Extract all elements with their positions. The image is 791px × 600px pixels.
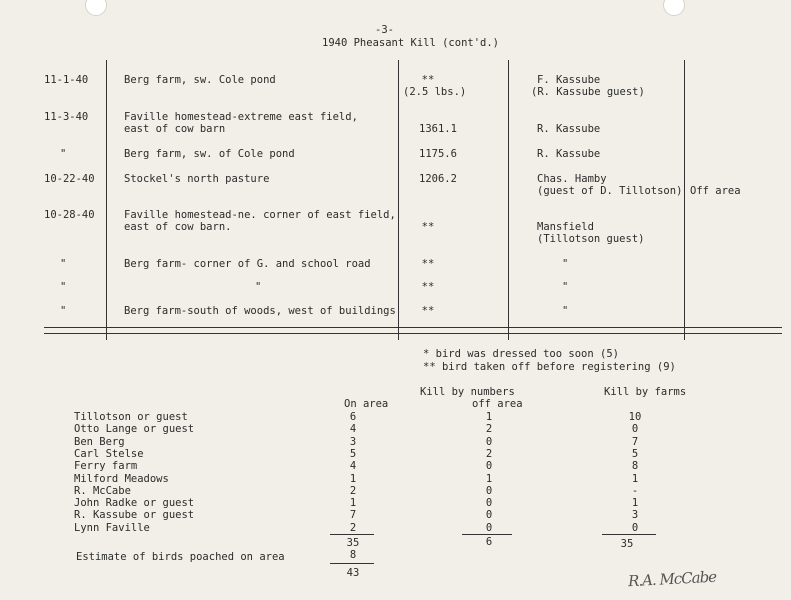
log-weight: 1361.1 <box>419 123 457 135</box>
signature: R.A. McCabe <box>627 567 717 591</box>
log-location: " <box>255 281 262 293</box>
summary-row-by-farms: 1 <box>631 497 639 509</box>
log-weight: ** <box>421 305 435 317</box>
summary-row-name: Milford Meadows <box>74 473 169 485</box>
table-col-divider <box>684 60 685 340</box>
summary-row-name: Lynn Faville <box>74 522 150 534</box>
log-date: 10-22-40 <box>44 173 95 185</box>
log-location: Berg farm, sw. Cole pond <box>124 74 276 86</box>
summary-row-by-farms: - <box>631 485 639 497</box>
summary-row-name: R. McCabe <box>74 485 131 497</box>
summary-row-on-area: 1 <box>349 497 357 509</box>
log-location: Faville homestead-ne. corner of east field, <box>124 209 396 221</box>
summary-row-on-area: 4 <box>349 460 357 472</box>
summary-row-off-area: 1 <box>485 411 493 423</box>
grand-total: 43 <box>346 567 360 579</box>
punch-hole-right <box>663 0 685 16</box>
log-note: Off area <box>690 185 741 197</box>
summary-header-kill-by-farms: Kill by farms <box>604 386 687 398</box>
summary-row-off-area: 2 <box>485 448 493 460</box>
log-hunter: Mansfield <box>537 221 594 233</box>
summary-row-on-area: 6 <box>349 411 357 423</box>
log-hunter: " <box>562 258 569 270</box>
summary-row-off-area: 0 <box>485 485 493 497</box>
total-rule <box>330 534 374 535</box>
summary-header-on-area: On area <box>344 398 389 410</box>
log-location: east of cow barn <box>124 123 226 135</box>
summary-row-name: Ben Berg <box>74 436 125 448</box>
total-off-area: 6 <box>485 536 493 548</box>
page-title: 1940 Pheasant Kill (cont'd.) <box>322 37 500 49</box>
log-weight: 1206.2 <box>419 173 457 185</box>
log-hunter: (Tillotson guest) <box>537 233 645 245</box>
summary-row-by-farms: 3 <box>631 509 639 521</box>
log-hunter: F. Kassube <box>537 74 601 86</box>
summary-row-by-farms: 0 <box>631 522 639 534</box>
summary-row-off-area: 0 <box>485 497 493 509</box>
log-weight: ** <box>421 281 435 293</box>
log-date: " <box>60 281 67 293</box>
summary-row-by-farms: 7 <box>631 436 639 448</box>
log-location: Stockel's north pasture <box>124 173 270 185</box>
total-on-area: 35 <box>346 537 360 549</box>
poached-value: 8 <box>349 549 357 561</box>
summary-row-name: Ferry farm <box>74 460 138 472</box>
log-date: " <box>60 305 67 317</box>
log-date: " <box>60 148 67 160</box>
log-hunter: (guest of D. Tillotson) <box>537 185 683 197</box>
summary-row-name: Carl Stelse <box>74 448 144 460</box>
summary-row-off-area: 0 <box>485 509 493 521</box>
table-col-divider <box>398 60 399 340</box>
log-hunter: R. Kassube <box>537 148 601 160</box>
summary-row-off-area: 0 <box>485 522 493 534</box>
total-by-farms: 35 <box>620 538 634 550</box>
log-weight: (2.5 lbs.) <box>403 86 467 98</box>
summary-row-on-area: 2 <box>349 485 357 497</box>
table-bottom-rule <box>44 327 782 328</box>
footnote: * bird was dressed too soon (5) <box>423 348 619 360</box>
summary-row-on-area: 2 <box>349 522 357 534</box>
total-rule <box>462 534 512 535</box>
log-location: Berg farm- corner of G. and school road <box>124 258 371 270</box>
summary-row-name: Otto Lange or guest <box>74 423 195 435</box>
log-location: Faville homestead-extreme east field, <box>124 111 358 123</box>
log-hunter: Chas. Hamby <box>537 173 607 185</box>
table-bottom-rule <box>44 333 782 334</box>
log-weight: ** <box>421 221 435 233</box>
summary-row-name: R. Kassube or guest <box>74 509 195 521</box>
punch-hole-left <box>85 0 107 16</box>
summary-header-off-area: off area <box>472 398 523 410</box>
log-hunter: " <box>562 305 569 317</box>
grand-total-rule <box>330 563 374 564</box>
log-hunter: (R. Kassube guest) <box>531 86 645 98</box>
page-number: -3- <box>375 24 394 36</box>
log-location: Berg farm, sw. of Cole pond <box>124 148 295 160</box>
log-date: 11-3-40 <box>44 111 89 123</box>
log-hunter: R. Kassube <box>537 123 601 135</box>
summary-row-by-farms: 10 <box>628 411 642 423</box>
summary-row-off-area: 2 <box>485 423 493 435</box>
summary-row-by-farms: 5 <box>631 448 639 460</box>
table-col-divider <box>508 60 509 340</box>
summary-row-on-area: 1 <box>349 473 357 485</box>
summary-row-off-area: 0 <box>485 436 493 448</box>
summary-header-kill-by-numbers: Kill by numbers <box>420 386 515 398</box>
summary-row-on-area: 4 <box>349 423 357 435</box>
footnote: ** bird taken off before registering (9) <box>423 361 676 373</box>
log-weight: ** <box>421 74 435 86</box>
log-date: 10-28-40 <box>44 209 95 221</box>
log-weight: ** <box>421 258 435 270</box>
log-date: " <box>60 258 67 270</box>
summary-row-by-farms: 8 <box>631 460 639 472</box>
log-date: 11-1-40 <box>44 74 89 86</box>
log-location: east of cow barn. <box>124 221 232 233</box>
log-hunter: " <box>562 281 569 293</box>
total-rule <box>602 534 656 535</box>
summary-row-on-area: 5 <box>349 448 357 460</box>
poached-label: Estimate of birds poached on area <box>76 551 285 563</box>
log-weight: 1175.6 <box>419 148 457 160</box>
summary-row-name: Tillotson or guest <box>74 411 188 423</box>
table-col-divider <box>106 60 107 340</box>
log-location: Berg farm-south of woods, west of buildings <box>124 305 396 317</box>
summary-row-name: John Radke or guest <box>74 497 195 509</box>
summary-row-by-farms: 1 <box>631 473 639 485</box>
summary-row-by-farms: 0 <box>631 423 639 435</box>
summary-row-off-area: 0 <box>485 460 493 472</box>
summary-row-on-area: 3 <box>349 436 357 448</box>
summary-row-off-area: 1 <box>485 473 493 485</box>
summary-row-on-area: 7 <box>349 509 357 521</box>
